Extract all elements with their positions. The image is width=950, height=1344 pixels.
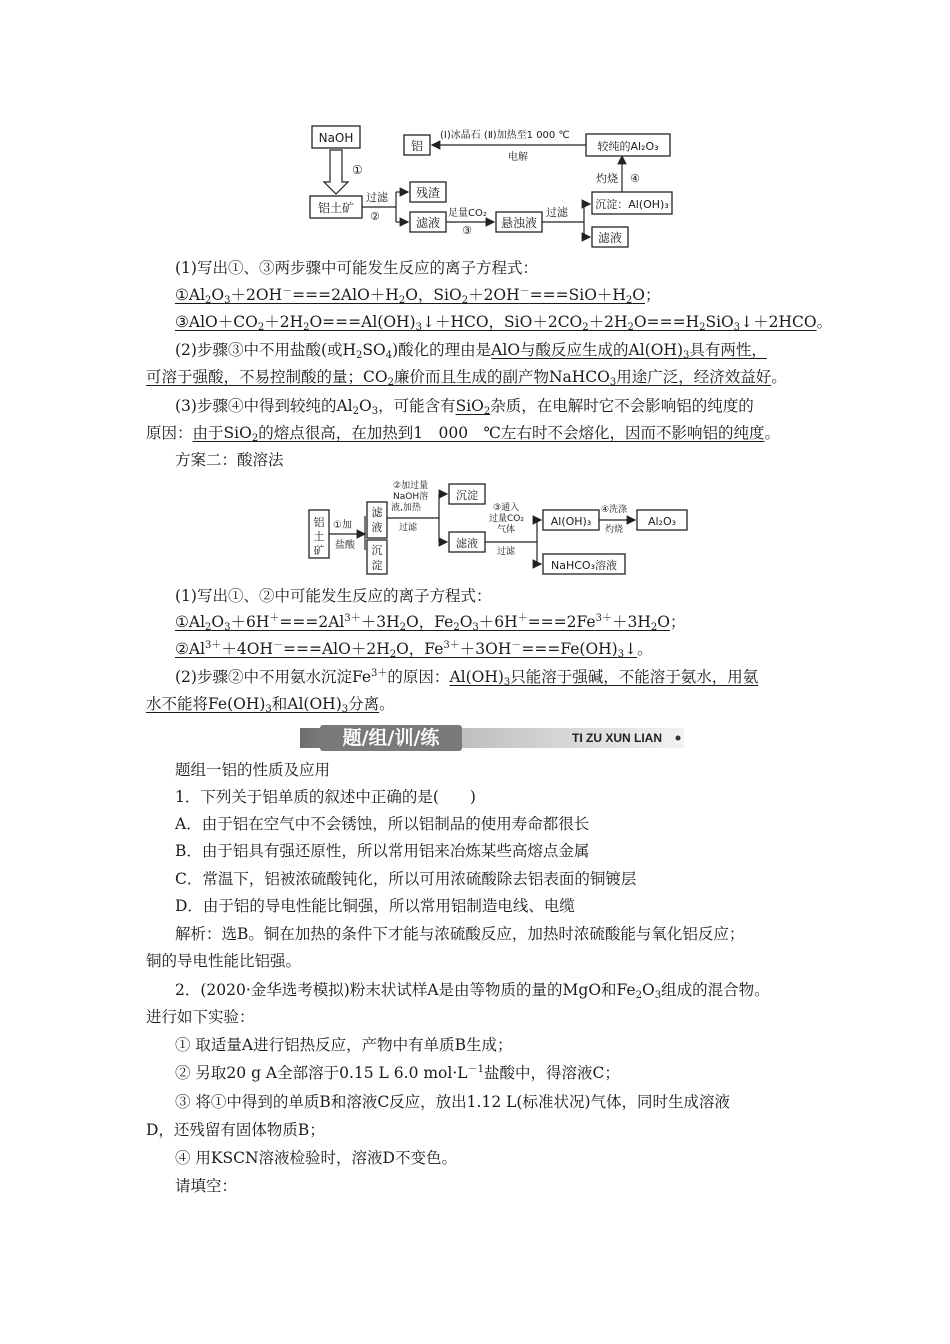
- svg-text:盐酸: 盐酸: [335, 540, 355, 551]
- exercise-2-step-2: ② 另取20 g A全部溶于0.15 L 6.0 $mol\cdot L^{-1}$盐酸中，得溶液C；: [175, 1064, 620, 1082]
- exercise-1-option-a: A．由于铝在空气中不会锈蚀，所以铝制品的使用寿命都很长: [175, 815, 590, 833]
- label-electrolysis-condition: (Ⅰ)冰晶石 (Ⅱ)加热至1 000 ℃: [440, 130, 570, 141]
- svg-text:过量CO₂: 过量CO₂: [489, 514, 524, 524]
- label-step3: ③: [462, 224, 472, 237]
- question-3: (3)步骤④中得到较纯的$Al_2O_3$，可能含有SiO$_2$杂质，在电解时它不会影响铝的纯度的: [175, 397, 754, 417]
- svg-text:矿: 矿: [313, 544, 325, 557]
- exercise-2: 2．(2020·金华选考模拟)粉末状试样A是由等物质的量的MgO和$Fe_2O_3$组成的混合物。: [175, 981, 770, 1001]
- label-precipitate: 沉淀：Al(OH)₃: [595, 198, 669, 211]
- banner-pinyin: TI ZU XUN LIAN: [572, 731, 662, 745]
- question-1-intro: (1)写出①、③两步骤中可能发生反应的离子方程式：: [175, 259, 538, 277]
- svg-text:淀: 淀: [371, 559, 383, 572]
- label-pure-alumina: 较纯的Al₂O₃: [597, 140, 659, 153]
- label-ore-2: 铝: [313, 516, 325, 529]
- svg-text:灼烧: 灼烧: [605, 525, 624, 535]
- svg-text:沉: 沉: [371, 544, 383, 557]
- label-step4-2: ④洗涤: [601, 505, 628, 515]
- label-step2-2: ②加过量: [393, 481, 429, 491]
- flowchart-plan-1: [300, 122, 690, 254]
- exercise-2-cont: 进行如下实验：: [146, 1008, 255, 1026]
- question-2-2: (2)步骤②中不用氨水沉淀$Fe^{3+}$的原因：$Al(OH)_3$只能溶于强碱，不能溶于氨水，用氨: [175, 668, 759, 688]
- exercise-1-solution: 解析：选B。铜在加热的条件下才能与浓硫酸反应，加热时浓硫酸能与氧化铝反应；: [175, 925, 745, 943]
- svg-text:液,加热: 液,加热: [391, 503, 421, 513]
- exercise-2-step-1: ① 取适量A进行铝热反应，产物中有单质B生成；: [175, 1036, 513, 1054]
- exercise-2-step-3-cont: D，还残留有固体物质B；: [146, 1121, 325, 1139]
- exercise-1: 1．下列关于铝单质的叙述中正确的是( ): [175, 788, 476, 806]
- exercise-2-step-3: ③ 将①中得到的单质B和溶液C反应，放出1.12 L(标准状况)气体，同时生成溶液: [175, 1093, 731, 1111]
- label-suspension: 悬浊液: [500, 216, 538, 230]
- svg-text:土: 土: [313, 530, 325, 543]
- label-nahco3: NaHCO₃溶液: [551, 559, 617, 572]
- label-al2o3: Al₂O₃: [647, 515, 677, 528]
- label-ore: 铝土矿: [317, 201, 355, 215]
- label-step1: ①: [352, 163, 363, 177]
- plan-2-title: 方案二：酸溶法: [175, 451, 284, 469]
- exercise-2-step-4: ④ 用KSCN溶液检验时，溶液D不变色。: [175, 1149, 457, 1167]
- label-filter1: 过滤: [366, 191, 388, 204]
- label-step4: ④: [630, 172, 640, 185]
- equation-1: $①Al_2O_3+2OH^-===2AlO+H_2O$，$SiO_2+2OH^-===SiO+H_2O$；: [175, 286, 661, 306]
- equation-3: $③AlO+CO_2+2H_2O===Al(OH)_3↓+HCO$，$SiO+2CO_2+2H_2O===H_2SiO_3↓+2HCO$。: [175, 313, 833, 333]
- banner-title: 题/组/训/练: [342, 727, 440, 749]
- question-2-2-cont: 水不能将$Fe(OH)_3$和$Al(OH)_3$分离。: [146, 695, 395, 715]
- question-2: (2)步骤③中不用盐酸(或$H_2SO_4$)酸化的理由是AlO与酸反应生成的$Al(OH)_3$具有两性，: [175, 341, 767, 361]
- label-step3-2: ③通入: [493, 503, 520, 513]
- label-co2: 足量CO₂: [448, 208, 487, 219]
- exercise-1-solution-cont: 铜的导电性能比铝强。: [146, 952, 302, 970]
- svg-text:过滤: 过滤: [399, 523, 418, 533]
- label-filter2: 过滤: [546, 206, 568, 219]
- label-electrolysis: 电解: [508, 152, 528, 163]
- equation-2-2: $②Al^{3+}+4OH^-===AlO+2H_2O$，$Fe^{3+}+3OH^-===Fe(OH)_3↓$。: [175, 640, 653, 660]
- label-filtrate: 滤液: [415, 216, 441, 230]
- label-step2: ②: [370, 210, 380, 223]
- svg-text:气体: 气体: [497, 525, 516, 535]
- label-filtrate2: 滤液: [597, 231, 623, 245]
- question-2-cont: 可溶于强酸，不易控制酸的量；$CO_2$廉价而且生成的副产物NaHCO$_3$用途广泛，经济效益好。: [146, 368, 787, 388]
- svg-text:NaOH溶: NaOH溶: [393, 492, 429, 502]
- exercise-1-option-d: D．由于铝的导电性能比铜强，所以常用铝制造电线、电缆: [175, 897, 575, 915]
- label-residue: 残渣: [415, 186, 441, 200]
- arrow-step1: [324, 150, 348, 194]
- section-banner: [300, 725, 684, 751]
- fill-in-prompt: 请填空：: [175, 1177, 238, 1195]
- flowchart-plan-2: [305, 478, 705, 578]
- svg-text:液: 液: [371, 521, 383, 534]
- svg-text:滤: 滤: [371, 506, 383, 519]
- label-aluminum: 铝: [410, 139, 424, 153]
- label-calcine: 灼烧: [596, 172, 618, 185]
- exercise-1-option-c: C．常温下，铝被浓硫酸钝化，所以可用浓硫酸除去铝表面的铜镀层: [175, 870, 637, 888]
- label-aloh3: Al(OH)₃: [550, 515, 592, 528]
- question-3-cont: 原因：由于SiO$_2$的熔点很高，在加热到1 000 ℃左右时不会熔化，因而不影响铝的纯度。: [146, 424, 780, 444]
- label-step1-2: ①加: [333, 520, 352, 531]
- svg-text:过滤: 过滤: [497, 547, 516, 557]
- equation-2-1: $①Al_2O_3+6H^+===2Al^{3+}+3H_2O$，$Fe_2O_3+6H^+===2Fe^{3+}+3H_2O$；: [175, 613, 686, 633]
- label-precip2: 沉淀: [456, 489, 478, 502]
- question-2-1-intro: (1)写出①、②中可能发生反应的离子方程式：: [175, 587, 492, 605]
- exercise-1-option-b: B．由于铝具有强还原性，所以常用铝来冶炼某些高熔点金属: [175, 842, 590, 860]
- group-title: 题组一铝的性质及应用: [175, 761, 331, 779]
- label-naoh: NaOH: [318, 131, 354, 145]
- label-filtrate2-2: 滤液: [456, 537, 478, 550]
